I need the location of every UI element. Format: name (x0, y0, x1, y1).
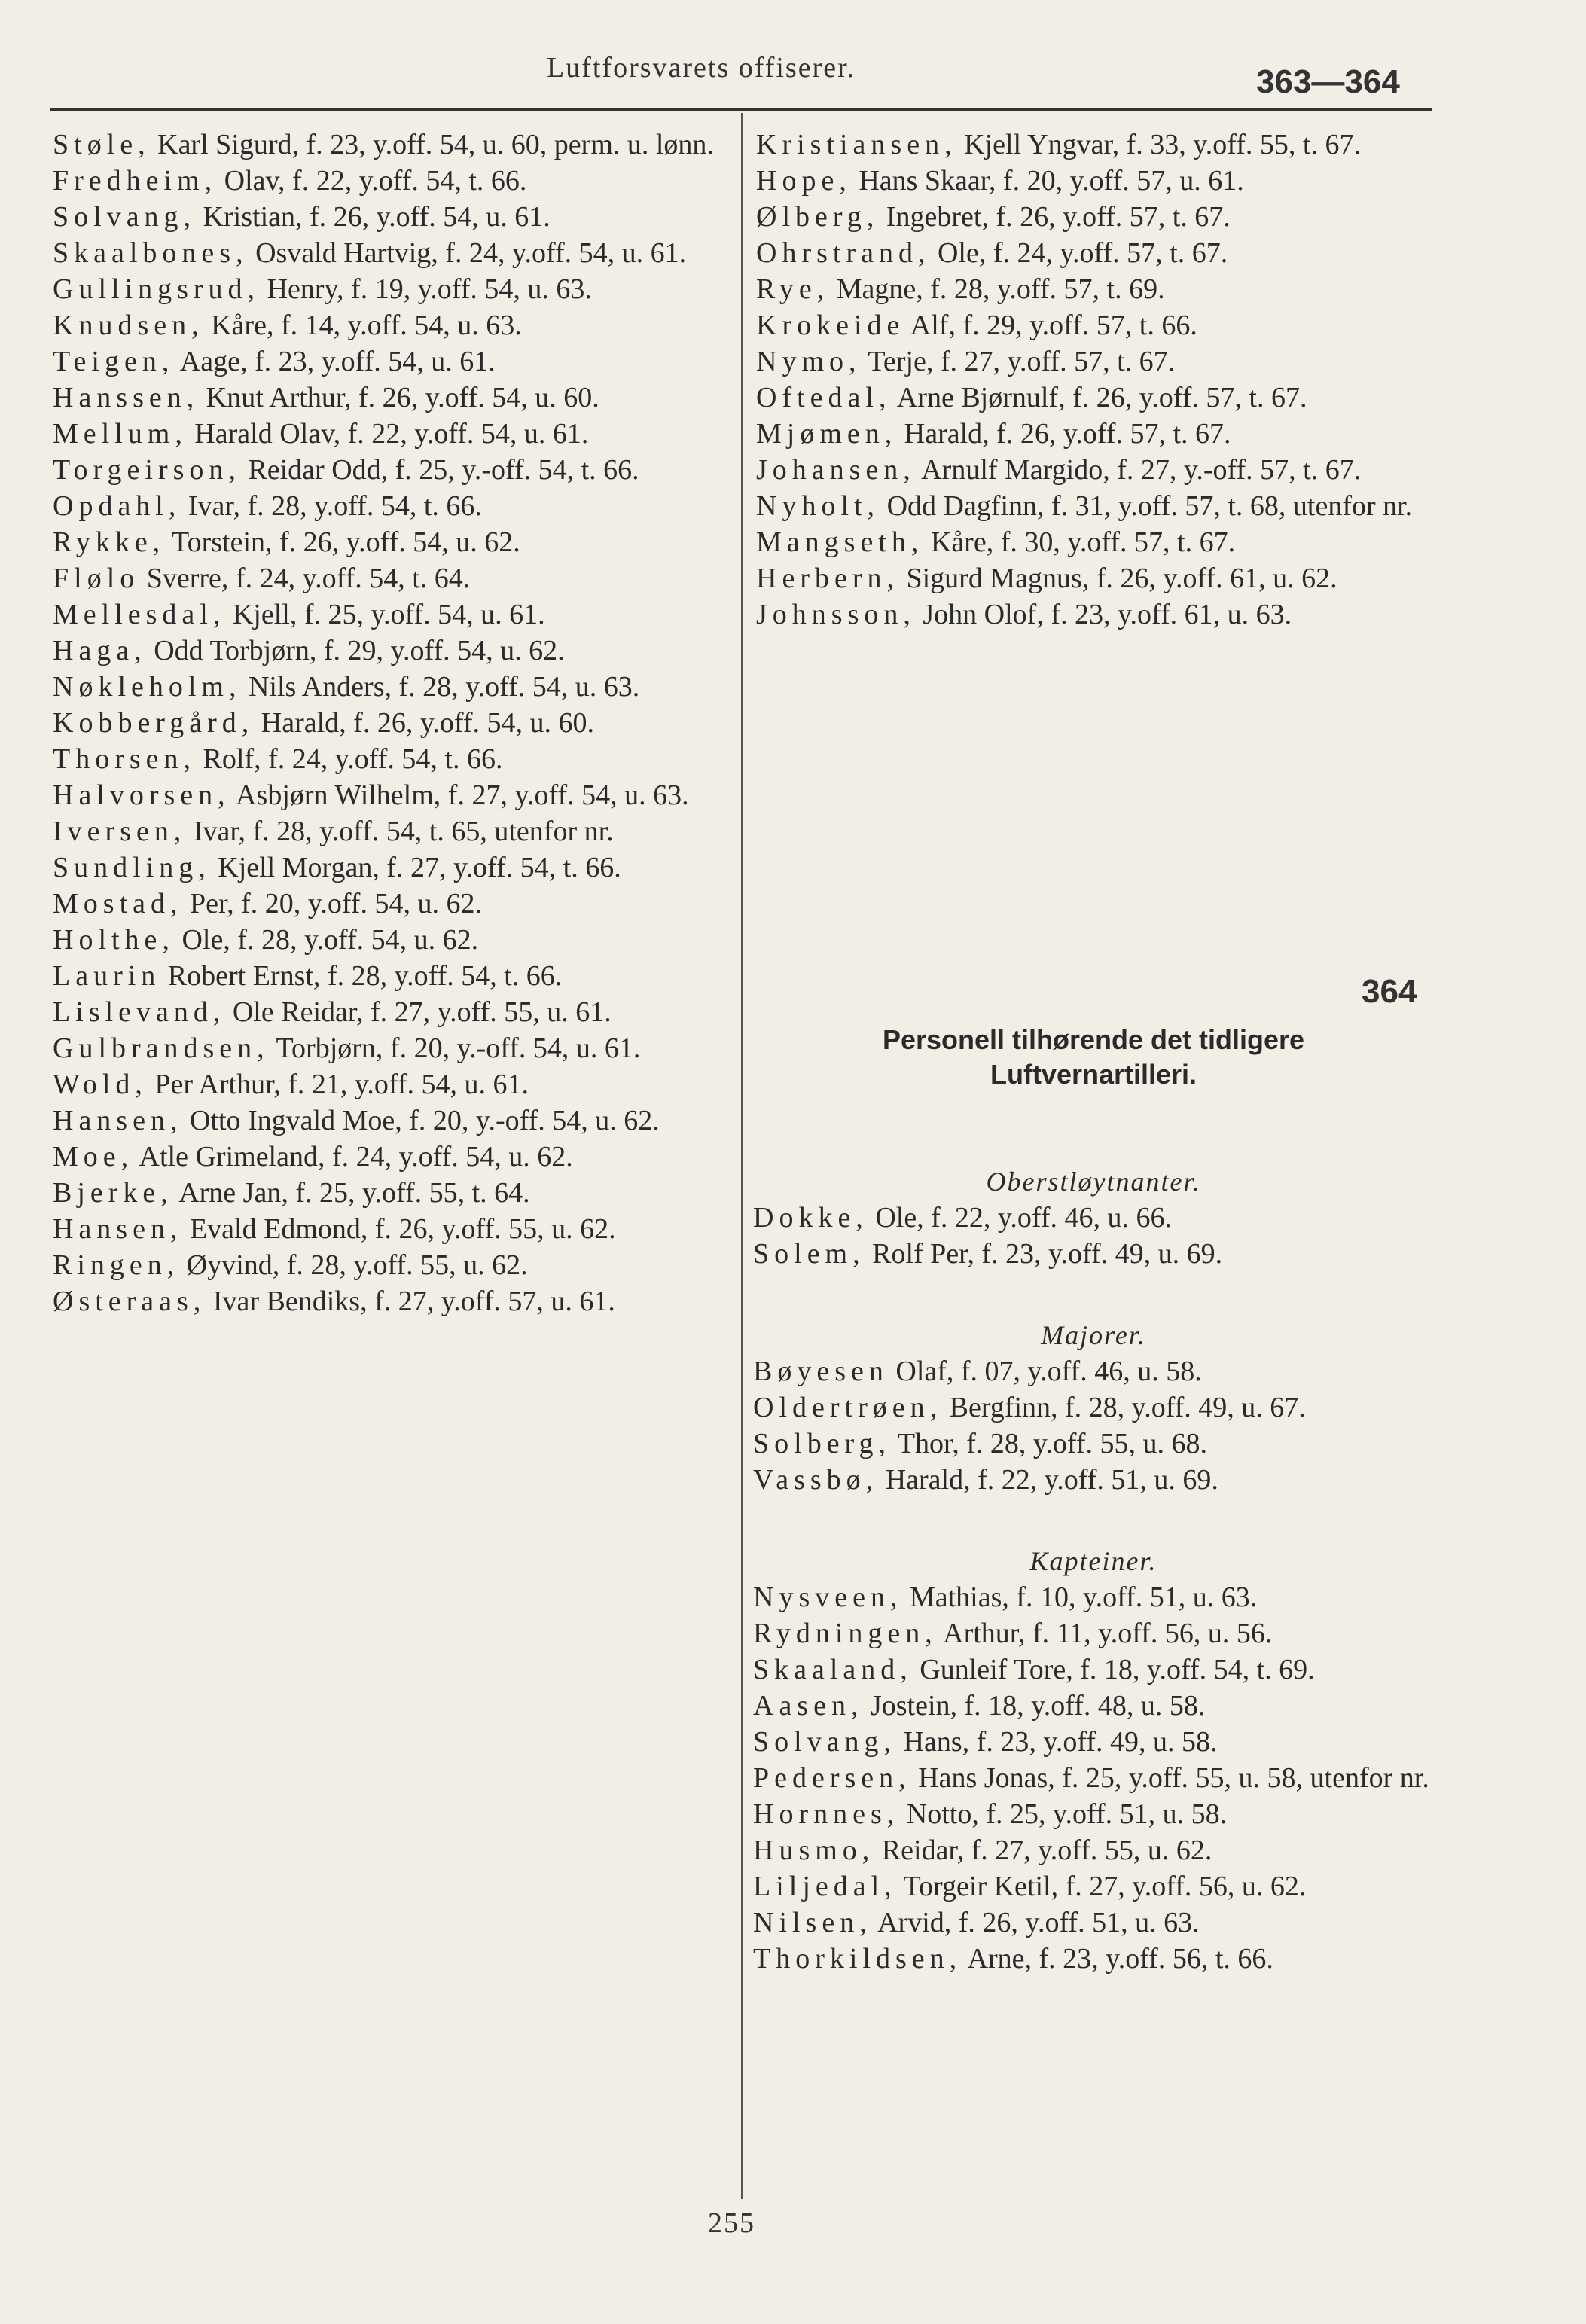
officer-details: Ivar Bendiks, f. 27, y.off. 57, u. 61. (206, 1286, 615, 1317)
officer-details: Rolf, f. 24, y.off. 54, t. 66. (196, 743, 503, 775)
officer-entry (53, 235, 738, 271)
officer-details: Hans Skaar, f. 20, y.off. 57, u. 61. (851, 165, 1244, 197)
officer-entry (53, 307, 738, 343)
officer-entry (53, 1175, 738, 1211)
officer-entry (53, 777, 738, 813)
officer-details: Bergfinn, f. 28, y.off. 49, u. 67. (942, 1392, 1306, 1423)
officer-surname: Rykke, (53, 526, 166, 558)
officer-surname: Johansen, (756, 454, 916, 486)
officer-details: Arvid, f. 26, y.off. 51, u. 63. (871, 1907, 1200, 1938)
officer-details: Øyvind, f. 28, y.off. 55, u. 62. (179, 1249, 528, 1281)
officer-entry (53, 994, 738, 1030)
officer-details: Reidar, f. 27, y.off. 55, u. 62. (874, 1834, 1212, 1866)
officer-details: Kåre, f. 30, y.off. 57, t. 67. (923, 526, 1236, 558)
right-column (756, 127, 1434, 633)
officer-surname: Thorkildsen, (753, 1943, 962, 1975)
officer-entry (53, 271, 738, 307)
officer-surname: Gullingsrud, (53, 273, 261, 305)
officer-entry (753, 1941, 1434, 1977)
officer-surname: Dokke, (753, 1202, 868, 1234)
officer-details: Harald, f. 26, y.off. 57, t. 67. (897, 418, 1231, 450)
officer-surname: Hope, (756, 165, 852, 197)
officer-entry (753, 1353, 1434, 1389)
officer-details: Henry, f. 19, y.off. 54, u. 63. (260, 273, 592, 305)
officer-details: Rolf Per, f. 23, y.off. 49, u. 69. (865, 1238, 1223, 1270)
officer-entry (53, 705, 738, 741)
officer-entry (756, 163, 1434, 199)
officer-entry (753, 1905, 1434, 1941)
officer-details: Odd Torbjørn, f. 29, y.off. 54, u. 62. (146, 635, 565, 666)
officer-details: Harald, f. 26, y.off. 54, u. 60. (254, 707, 594, 739)
officer-details: Hans, f. 23, y.off. 49, u. 58. (896, 1726, 1218, 1758)
officer-entry (53, 163, 738, 199)
officer-entry (753, 1796, 1434, 1832)
officer-surname: Nyholt, (756, 490, 880, 522)
officer-entry (53, 524, 738, 560)
officer-details: Kåre, f. 14, y.off. 54, u. 63. (203, 310, 522, 341)
officer-entry (756, 127, 1434, 163)
officer-surname: Hansen, (53, 1105, 183, 1136)
left-column (53, 127, 738, 1319)
officer-details: Arne, f. 23, y.off. 56, t. 66. (962, 1943, 1273, 1975)
officer-details: Kjell, f. 25, y.off. 54, u. 61. (225, 599, 545, 630)
officer-surname: Nøkleholm, (53, 671, 242, 703)
officer-surname: Johnsson, (756, 599, 916, 630)
officer-surname: Rye, (756, 273, 830, 305)
officer-entry (753, 1200, 1434, 1236)
officer-details: Torstein, f. 26, y.off. 54, u. 62. (165, 526, 520, 558)
officer-details: Torbjørn, f. 20, y.-off. 54, u. 61. (269, 1032, 641, 1064)
officer-details: Atle Grimeland, f. 24, y.off. 54, u. 62. (133, 1141, 573, 1173)
officer-surname: Støle, (53, 129, 151, 160)
officer-details: Asbjørn Wilhelm, f. 27, y.off. 54, u. 63. (230, 779, 689, 811)
officer-details: Thor, f. 28, y.off. 55, u. 68. (891, 1428, 1207, 1459)
officer-entry (53, 1103, 738, 1139)
officer-entry (753, 1760, 1434, 1796)
officer-details: Arnulf Margido, f. 27, y.-off. 57, t. 67. (915, 454, 1362, 486)
officer-details: Ivar, f. 28, y.off. 54, t. 66. (181, 490, 482, 522)
officer-details: Per, f. 20, y.off. 54, u. 62. (182, 888, 482, 920)
officer-details: Mathias, f. 10, y.off. 51, u. 63. (902, 1581, 1258, 1613)
officer-surname: Thorsen, (53, 743, 197, 775)
officer-surname: Nymo, (756, 346, 862, 377)
officer-entry (756, 307, 1434, 343)
officer-surname: Skaaland, (753, 1654, 913, 1685)
officer-entry (753, 1652, 1434, 1688)
officer-details: Olaf, f. 07, y.off. 46, u. 58. (888, 1356, 1202, 1387)
officer-surname: Halvorsen, (53, 779, 230, 811)
officer-surname: Pedersen, (753, 1762, 911, 1794)
officer-surname: Haga, (53, 635, 147, 666)
officer-surname: Vassbø, (753, 1464, 879, 1496)
officer-entry (753, 1724, 1434, 1760)
officer-details: Per Arthur, f. 21, y.off. 54, u. 61. (147, 1069, 529, 1100)
officer-details: Ole, f. 28, y.off. 54, u. 62. (174, 924, 479, 956)
officer-details: Sverre, f. 24, y.off. 54, t. 64. (139, 563, 471, 594)
officer-entry (53, 1066, 738, 1103)
officer-details: Osvald Hartvig, f. 24, y.off. 54, u. 61. (248, 237, 687, 269)
officer-surname: Mjømen, (756, 418, 898, 450)
officer-surname: Gulbrandsen, (53, 1032, 270, 1064)
section-title (753, 1023, 1434, 1092)
officer-details: Kjell Morgan, f. 27, y.off. 54, t. 66. (210, 852, 621, 883)
officer-surname: Ringen, (53, 1249, 180, 1281)
officer-entry (53, 452, 738, 488)
officer-entry (53, 922, 738, 958)
officer-entry (753, 1426, 1434, 1462)
officer-entry (53, 199, 738, 235)
officer-surname: Hornnes, (753, 1798, 900, 1830)
officer-surname: Ohrstrand, (756, 237, 931, 269)
officer-surname: Solberg, (753, 1428, 892, 1459)
officer-details: Arne Jan, f. 25, y.off. 55, t. 64. (172, 1177, 530, 1209)
officer-entry (53, 1283, 738, 1319)
officer-surname: Mellum, (53, 418, 188, 450)
section-number: 364 (1362, 973, 1417, 1010)
officer-entry (53, 669, 738, 705)
officer-entry (53, 343, 738, 380)
officer-details: Odd Dagfinn, f. 31, y.off. 57, t. 68, utenfor nr. (880, 490, 1413, 522)
officer-entry (53, 1247, 738, 1283)
officer-details: Ole Reidar, f. 27, y.off. 55, u. 61. (225, 996, 612, 1028)
officer-surname: Laurin (53, 960, 161, 992)
officer-entry (53, 560, 738, 596)
officer-entry (53, 1139, 738, 1175)
officer-surname: Iversen, (53, 816, 187, 847)
officer-details: Jostein, f. 18, y.off. 48, u. 58. (863, 1690, 1206, 1722)
officer-entry (756, 343, 1434, 380)
officer-surname: Oftedal, (756, 382, 892, 413)
officer-entry (753, 1236, 1434, 1272)
officer-details: Ingebret, f. 26, y.off. 57, t. 67. (879, 201, 1231, 233)
officer-details: Olav, f. 22, y.off. 54, t. 66. (217, 165, 527, 197)
officer-entry (756, 560, 1434, 596)
officer-entry (53, 488, 738, 524)
officer-surname: Teigen, (53, 346, 175, 377)
officer-entry (53, 380, 738, 416)
officer-details: Notto, f. 25, y.off. 51, u. 58. (899, 1798, 1228, 1830)
officer-surname: Skaalbones, (53, 237, 249, 269)
officer-surname: Flølo (53, 563, 140, 594)
officer-surname: Liljedal, (753, 1871, 897, 1902)
officer-surname: Herbern, (756, 563, 899, 594)
officer-entry (753, 1615, 1434, 1652)
officer-details: Karl Sigurd, f. 23, y.off. 54, u. 60, perm. u. lønn. (150, 129, 714, 160)
officer-entry (53, 633, 738, 669)
officer-surname: Mangseth, (756, 526, 924, 558)
officer-surname: Wold, (53, 1069, 148, 1100)
officer-details: Ole, f. 22, y.off. 46, u. 66. (868, 1202, 1172, 1234)
column-divider (741, 113, 743, 2199)
officer-details: Ivar, f. 28, y.off. 54, t. 65, utenfor nr. (186, 816, 614, 847)
officer-details: Arne Bjørnulf, f. 26, y.off. 57, t. 67. (891, 382, 1307, 413)
officer-entry (756, 452, 1434, 488)
officer-details: Harald Olav, f. 22, y.off. 54, u. 61. (187, 418, 589, 450)
officer-details: Reidar Odd, f. 25, y.-off. 54, t. 66. (240, 454, 639, 486)
officer-details: Nils Anders, f. 28, y.off. 54, u. 63. (241, 671, 640, 703)
officer-surname: Mostad, (53, 888, 183, 920)
officer-details: Harald, f. 22, y.off. 51, u. 69. (878, 1464, 1218, 1496)
officer-entry (756, 488, 1434, 524)
officer-surname: Bøyesen (753, 1356, 889, 1387)
officer-surname: Hansen, (53, 1213, 183, 1245)
running-title: Luftforsvarets offiserer. (547, 52, 856, 84)
officer-surname: Lislevand, (53, 996, 226, 1028)
officer-details: Kristian, f. 26, y.off. 54, u. 61. (196, 201, 551, 233)
officer-entry (756, 380, 1434, 416)
officer-details: Arthur, f. 11, y.off. 56, u. 56. (937, 1618, 1273, 1649)
officer-surname: Solvang, (753, 1726, 897, 1758)
officer-entry (753, 1688, 1434, 1724)
officer-surname: Kristiansen, (756, 129, 957, 160)
officer-surname: Husmo, (753, 1834, 875, 1866)
officer-surname: Aasen, (753, 1690, 864, 1722)
officer-details: Magne, f. 28, y.off. 57, t. 69. (829, 273, 1165, 305)
officer-surname: Østeraas, (53, 1286, 206, 1317)
officer-surname: Torgeirson, (53, 454, 241, 486)
officer-details: Hans Jonas, f. 25, y.off. 55, u. 58, utenfor nr. (910, 1762, 1429, 1794)
officer-entry (756, 199, 1434, 235)
officer-surname: Holthe, (53, 924, 175, 956)
officer-entry (753, 1389, 1434, 1426)
officer-details: Torgeir Ketil, f. 27, y.off. 56, u. 62. (896, 1871, 1307, 1902)
officer-details: Aage, f. 23, y.off. 54, u. 61. (174, 346, 496, 377)
officer-entry (53, 849, 738, 886)
officer-entry (756, 596, 1434, 633)
officer-surname: Solvang, (53, 201, 197, 233)
officer-surname: Kobbergård, (53, 707, 255, 739)
officer-surname: Opdahl, (53, 490, 181, 522)
officer-details: Knut Arthur, f. 26, y.off. 54, u. 60. (199, 382, 599, 413)
officer-details: John Olof, f. 23, y.off. 61, u. 63. (915, 599, 1292, 630)
officer-details: Otto Ingvald Moe, f. 20, y.-off. 54, u. 62. (182, 1105, 660, 1136)
officer-details: Robert Ernst, f. 28, y.off. 54, t. 66. (160, 960, 563, 992)
officer-entry (753, 1832, 1434, 1868)
officer-surname: Moe, (53, 1141, 134, 1173)
header-rule (50, 108, 1432, 111)
officer-entry (756, 271, 1434, 307)
officer-surname: Solem, (753, 1238, 865, 1270)
rank-heading: Oberstløytnanter. (986, 1167, 1201, 1197)
section-title-line: Luftvernartilleri. (990, 1059, 1197, 1090)
section-column (753, 1164, 1434, 1977)
officer-entry (756, 235, 1434, 271)
officer-surname: Fredheim, (53, 165, 218, 197)
officer-details: Terje, f. 27, y.off. 57, t. 67. (861, 346, 1176, 377)
officer-entry (53, 886, 738, 922)
page-range: 363—364 (1256, 63, 1400, 100)
officer-entry (53, 1030, 738, 1066)
officer-surname: Hanssen, (53, 382, 200, 413)
officer-entry (756, 524, 1434, 560)
officer-details: Alf, f. 29, y.off. 57, t. 66. (904, 310, 1197, 341)
officer-surname: Oldertrøen, (753, 1392, 943, 1423)
officer-surname: Ølberg, (756, 201, 880, 233)
officer-surname: Nilsen, (753, 1907, 872, 1938)
officer-entry (53, 127, 738, 163)
officer-surname: Bjerke, (53, 1177, 173, 1209)
page-number: 255 (708, 2207, 755, 2239)
officer-details: Kjell Yngvar, f. 33, y.off. 55, t. 67. (956, 129, 1361, 160)
officer-surname: Krokeide (756, 310, 905, 341)
officer-entry (753, 1579, 1434, 1615)
officer-details: Evald Edmond, f. 26, y.off. 55, u. 62. (182, 1213, 616, 1245)
officer-details: Ole, f. 24, y.off. 57, t. 67. (930, 237, 1228, 269)
officer-entry (753, 1462, 1434, 1498)
rank-heading: Majorer. (1041, 1320, 1146, 1350)
officer-entry (53, 741, 738, 777)
officer-entry (53, 1211, 738, 1247)
officer-entry (53, 958, 738, 994)
officer-entry (53, 416, 738, 452)
officer-surname: Sundling, (53, 852, 211, 883)
officer-surname: Nysveen, (753, 1581, 903, 1613)
officer-details: Sigurd Magnus, f. 26, y.off. 61, u. 62. (898, 563, 1337, 594)
section-title-line: Personell tilhørende det tidligere (882, 1024, 1305, 1055)
officer-entry (53, 813, 738, 849)
rank-heading: Kapteiner. (1029, 1546, 1157, 1576)
officer-entry (53, 596, 738, 633)
officer-details: Gunleif Tore, f. 18, y.off. 54, t. 69. (912, 1654, 1315, 1685)
officer-surname: Mellesdal, (53, 599, 226, 630)
officer-entry (753, 1868, 1434, 1905)
officer-entry (756, 416, 1434, 452)
officer-surname: Knudsen, (53, 310, 204, 341)
officer-surname: Rydningen, (753, 1618, 938, 1649)
